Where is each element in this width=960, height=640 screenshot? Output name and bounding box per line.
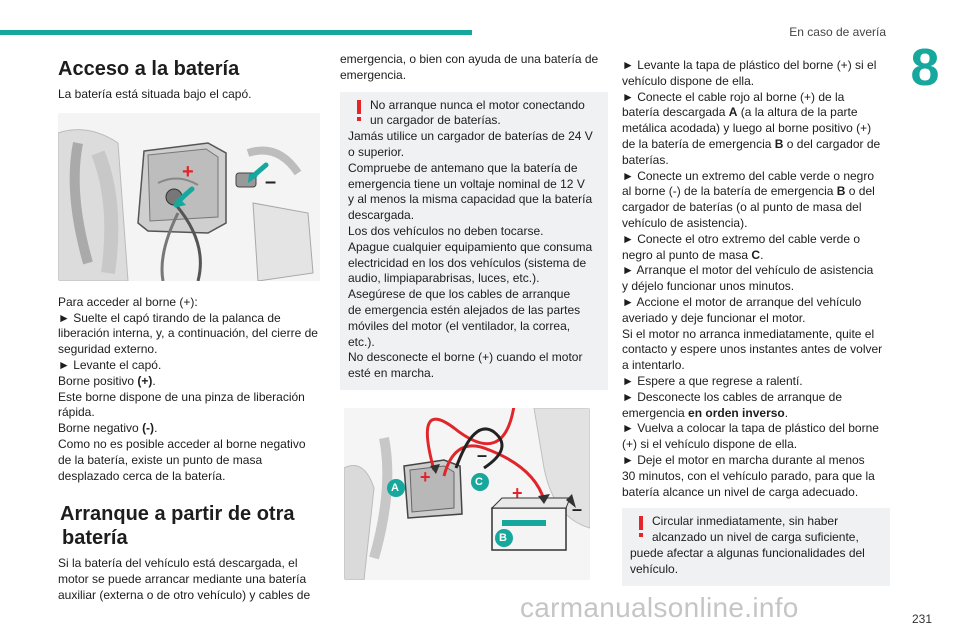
- body-line: ► Levante el capó.: [58, 357, 162, 372]
- bold-term: (+): [137, 373, 153, 388]
- warning-box: [340, 92, 608, 390]
- positive-label-assist: +: [512, 482, 523, 503]
- body-line: batería alcance un nivel de carga adecuado.: [622, 484, 859, 499]
- negative-label: –: [265, 170, 277, 193]
- warning-line: audio, limpiaparabrisas, luces, etc.).: [348, 271, 540, 286]
- text: emergencia: [622, 405, 689, 420]
- body-line: desplazado cerca de la batería.: [58, 468, 226, 483]
- warning-line: emergencia tiene un voltaje nominal de 12 V: [348, 176, 585, 191]
- body-line: ► Espere a que regrese a ralentí.: [622, 373, 803, 388]
- body-line: Este borne dispone de una pinza de liberación: [58, 389, 305, 404]
- text: .: [784, 405, 789, 420]
- body-line: [622, 184, 890, 200]
- body-line: Como no es posible acceder al borne negativo: [58, 436, 306, 451]
- body-line: Si el motor no arranca inmediatamente, quite el: [622, 326, 875, 341]
- text: o del: [845, 184, 875, 199]
- column-1: [58, 52, 326, 604]
- body-line: (+) si el vehículo dispone de ella.: [622, 437, 798, 452]
- body-line: ► Accione el motor de arranque del vehículo: [622, 294, 862, 309]
- warning-line: Apague cualquier equipamiento que consuma: [348, 239, 593, 254]
- body-line: Para acceder al borne (+):: [58, 294, 198, 309]
- warning-line: No arranque nunca el motor conectando: [370, 97, 585, 112]
- warning-line: Asegúrese de que los cables de arranque: [348, 287, 571, 302]
- jump-cables-drawing: [344, 408, 590, 580]
- text: .: [154, 421, 158, 436]
- warning-line: Los dos vehículos no deben tocarse.: [348, 223, 544, 238]
- body-line: [622, 406, 890, 422]
- body-line: averiado y deje funcionar el motor.: [622, 310, 806, 325]
- body-line: auxiliar (externa o de otro vehículo) y cables de: [58, 587, 311, 602]
- body-line: [58, 421, 326, 437]
- warning-line: electricidad en los dos vehículos (sistema de: [348, 255, 587, 270]
- positive-label: +: [182, 160, 194, 183]
- body-line: 30 minutos, con el vehículo parado, para que la: [622, 468, 875, 483]
- warning-line: etc.).: [348, 334, 375, 349]
- negative-label-discharged: –: [477, 444, 488, 465]
- bold-term: (-): [142, 421, 155, 436]
- warning-line: un cargador de baterías.: [370, 113, 501, 128]
- label-a: A: [391, 481, 399, 494]
- label-c: C: [475, 475, 483, 488]
- body-line: emergencia.: [340, 67, 407, 82]
- warning-line: vehículo.: [630, 561, 679, 576]
- column-2: [340, 52, 608, 580]
- text: al borne (-) de la batería de emergencia: [622, 184, 837, 199]
- body-line: contacto y espere unos instantes antes de volver: [622, 342, 883, 357]
- body-line: vehículo de asistencia).: [622, 215, 748, 230]
- warning-line: descargada.: [348, 208, 415, 223]
- text: .: [152, 373, 156, 388]
- positive-label-discharged: +: [420, 466, 431, 487]
- battery-under-hood-illustration: [58, 113, 320, 281]
- chapter-number: 8: [910, 39, 940, 97]
- heading-battery-access: Acceso a la batería: [58, 58, 240, 80]
- bold-term: en orden inverso: [688, 405, 785, 420]
- body-line: ► Arranque el motor del vehículo de asistencia: [622, 263, 874, 278]
- text: (a la altura de la parte: [737, 105, 858, 120]
- body-line: emergencia, o bien con ayuda de una batería de: [340, 52, 599, 66]
- warning-line: No desconecte el borne (+) cuando el motor: [348, 350, 583, 365]
- text: .: [760, 247, 764, 262]
- body-line: liberación interna, y, a continuación, del cierre de: [58, 326, 318, 341]
- warning-line: de emergencia estén alejados de las partes: [348, 302, 581, 317]
- text: batería descargada: [622, 105, 729, 120]
- bold-term: B: [836, 184, 846, 199]
- warning-line: Jamás utilice un cargador de baterías de 24 V: [348, 129, 593, 144]
- label-b: B: [499, 531, 507, 544]
- heading-line: Arranque a partir de otra: [60, 503, 295, 526]
- warning-line: puede afectar a algunas funcionalidades del: [630, 545, 865, 560]
- heading-line: batería: [62, 527, 128, 550]
- text: negro al punto de masa: [622, 247, 752, 262]
- body-line: baterías.: [622, 152, 669, 167]
- body-line: seguridad externo.: [58, 342, 158, 357]
- warning-line: Circular inmediatamente, sin haber: [652, 514, 839, 529]
- body-line: cargador de baterías (o al punto de masa del: [622, 200, 862, 215]
- text: de la batería de emergencia: [622, 136, 775, 151]
- heading-jump-start: [58, 502, 326, 550]
- body-line: ► Conecte el cable rojo al borne (+) de la: [622, 89, 845, 104]
- text: Borne positivo: [58, 373, 138, 388]
- engine-bay-drawing: [58, 113, 320, 281]
- body-line: vehículo dispone de ella.: [622, 73, 755, 88]
- body-line: ► Vuelva a colocar la tapa de plástico del borne: [622, 421, 879, 436]
- warning-line: móviles del motor (el ventilador, la correa,: [348, 318, 571, 333]
- warning-exclamation-icon: [636, 516, 646, 538]
- warning-line: y al menos la misma capacidad que la batería: [348, 192, 593, 207]
- body-line: motor se puede arrancar mediante una batería: [58, 572, 307, 587]
- bold-term: B: [774, 136, 784, 151]
- bold-term: C: [751, 247, 761, 262]
- page-number: 231: [911, 612, 932, 626]
- warning-line: esté en marcha.: [348, 366, 435, 381]
- body-line: de la batería, existe un punto de masa: [58, 452, 263, 467]
- warning-exclamation-icon: [354, 100, 364, 122]
- body-line: [58, 374, 326, 390]
- body-line: ► Conecte un extremo del cable verde o negro: [622, 168, 875, 183]
- warning-line: Compruebe de antemano que la batería de: [348, 160, 578, 175]
- body-line: ► Conecte el otro extremo del cable verde o: [622, 231, 861, 246]
- body-line: [622, 248, 890, 264]
- text: Borne negativo: [58, 421, 143, 436]
- body-line: a intentarlo.: [622, 358, 685, 373]
- watermark-text: carmanualsonline.info: [520, 592, 799, 623]
- negative-label-assist: –: [572, 498, 583, 519]
- bold-term: A: [728, 105, 738, 120]
- intro-text: La batería está situada bajo el capó.: [58, 87, 252, 101]
- warning-line: o superior.: [348, 144, 405, 159]
- body-line: ► Levante la tapa de plástico del borne (+) si el: [622, 58, 877, 72]
- body-line: y déjelo funcionar unos minutos.: [622, 279, 795, 294]
- body-line: ► Desconecte los cables de arranque de: [622, 389, 843, 404]
- text: o del cargador de: [783, 136, 881, 151]
- body-line: ► Suelte el capó tirando de la palanca de: [58, 310, 281, 325]
- body-line: rápida.: [58, 405, 95, 420]
- column-3: [622, 52, 890, 586]
- section-title: En caso de avería: [789, 25, 886, 39]
- body-line: ► Deje el motor en marcha durante al menos: [622, 452, 865, 467]
- body-line: metálica acodada) y luego al borne positivo (+): [622, 121, 872, 136]
- warning-line: alcanzado un nivel de carga suficiente,: [652, 530, 859, 545]
- jump-start-illustration: [344, 408, 590, 580]
- body-line: Si la batería del vehículo está descargada, el: [58, 556, 298, 571]
- body-line: [622, 137, 890, 153]
- body-line: [622, 105, 890, 121]
- header-accent-bar: [0, 30, 472, 35]
- warning-box: [622, 508, 890, 585]
